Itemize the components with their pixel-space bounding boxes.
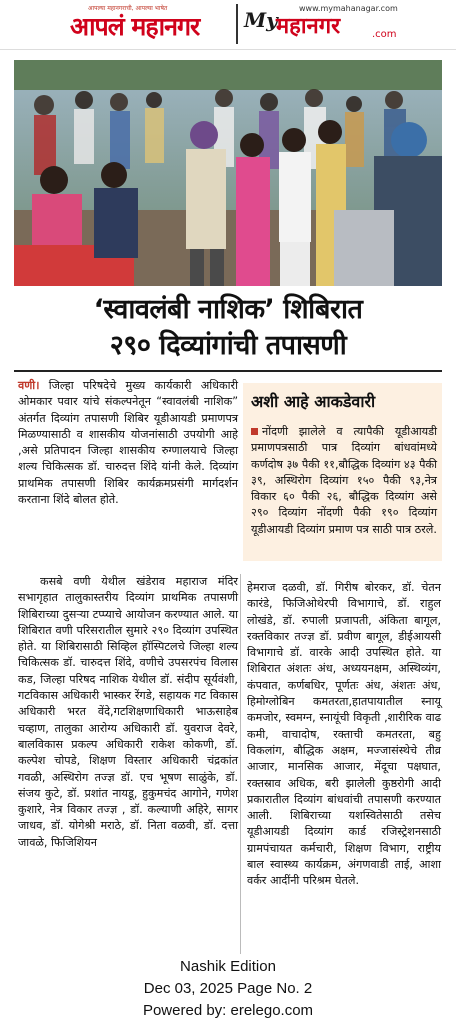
article-column-right [247, 580, 441, 890]
masthead [0, 0, 456, 50]
article-paragraph-continued: हेमराज दळवी, डॉ. गिरीष बोरकर, डॉ. चेतन कारंडे, फिजिओथेरपी विभागाचे, डॉ. राहुल लोखंडे, डॉ. रुपाली प्रजापती, अंकिता बागूल, रक्तविकार तज्ज्ञ डॉ. प्रवीण बागूल, डीईआयसी विभागाचे डॉ. वारके आदी उपस्थित होते. या शिबिरात अंशतः अंध, अध्ययनक्षम, अस्थिव्यंग, कंपवात, कर्णबधिर, पूर्णतः अंध, अंशतः अंध, हिमोग्लोबिन कमतरता,हातपायातील स्नायू कमजोर, स्वमग्न, स्नायूंची विकृती ,शारीरिक वाढ कमी, वाचादोष, रक्ताची कमतरता, बहु विकलांग, बौद्धिक अक्षम, मज्जासंस्थेचे तीव्र आजार, मानसिक आजार, मेंदूचा पक्षघात, रक्तस्राव अधिक, बरी झालेली कुष्ठरोगी आदी प्रकारातील दिव्यांग बांधवांची तपासणी करण्यात आली. शिबिराच्या यशस्वितेसाठी तसेच यूडीआयडी दिव्यांग कार्ड रजिस्ट्रेशनसाठी ग्रामपंचायत कर्मचारी, शिक्षण विभाग, राष्ट्रीय बाल स्वास्थ्य कार्यक्रम, अंगणवाडी ताई, आशा वर्कर आदींनी परिश्रम घेतले. [247, 581, 441, 888]
dateline: वणी। [18, 379, 40, 392]
masthead-com: .com [372, 29, 397, 40]
headline-line-1: ‘स्वावलंबी नाशिक’ शिबिरात [93, 294, 363, 325]
column-divider [240, 574, 241, 954]
lead-text: जिल्हा परिषदेचे मुख्य कार्यकारी अधिकारी ओमकार पवार यांचे संकल्पनेतून “स्वावलंबी नाशिक” अंतर्गत दिव्यांग तपासणी शिबिर यूडीआयडी प्रमाणपत्र मिळण्यासाठी व शासकीय योजनांसाठी उपयोगी आहे ,असे प्रतिपादन जिल्हा शासकीय रुग्णालयाचे जिल्हा शल्य चिकित्सक डॉ. चारुदत्त शिंदे यांनी केले. दिव्यांग प्राथमिक तपासणी शिबिर कार्यक्रमप्रसंगी मार्गदर्शन करताना शिंदे बोलत होते. [18, 379, 238, 507]
footer-edition: Nashik Edition [180, 958, 276, 975]
footer [0, 956, 456, 1022]
masthead-right-logo: महानगर [276, 14, 341, 39]
article-paragraph: कसबे वणी येथील खंडेराव महाराज मंदिर सभागृहात तालुकास्तरीय दिव्यांग प्राथमिक तपासणी शिबिराच्या दुसऱ्या टप्प्याचे आयोजन करण्यात आले. या शिबिरात वणी परिसरातील सुमारे २९० दिव्यांग उपस्थित होते. या शिबिरासाठी सिव्हिल हॉस्पिटलचे जिल्हा शल्य चिकित्सक डॉ. चारुदत्त शिंदे, वणीचे उपसरपंच विलास कड, जिल्हा परिषद नाशिक येथील डॉ. संदीप सूर्यवंशी, गटविकास अधिकारी भास्कर रेंगडे, सहायक गट विकास अधिकारी भरत वेंदे,गटशिक्षणाधिकारी भाऊसाहेब चव्हाण, तालुका आरोग्य अधिकारी डॉ. युवराज देवरे, बालविकास प्रकल्प अधिकारी राकेश कोकणी, डॉ. कल्पेश चोपडे, शिक्षण विस्तार अधिकारी चंद्रकांत गवळी, अस्थिरोग तज्ज्ञ डॉ. एच भूषण साळुंके, डॉ. संजय कुटे, डॉ. प्रशांत नायडू, हुकुमचंद आगोने, गणेश कुशारे, नेत्र विकार तज्ज्ञ , डॉ. कल्याणी अहिरे, सागर जाधव, डॉ. योगेश्री मराठे, डॉ. निता वळवी, डॉ. दत्ता जावळे, फिजिशियन [18, 575, 238, 849]
article-lead [18, 378, 238, 508]
stats-box-title: अशी आहे आकडेवारी [251, 392, 376, 411]
stats-box-text: नोंदणी झालेले व त्यापैकी यूडीआयडी प्रमाणपत्रसाठी पात्र दिव्यांग बांधवांमध्ये कर्णदोष ३७ पैकी ११,बौद्धिक दिव्यांग ४३ पैकी ३९, अस्थिरोग दिव्यांग १५० पैकी ९३,नेत्र विकार ६० पैकी २६, बौद्धिक दिव्यांग असे २९० दिव्यांग नोंदणी पैकी १९० दिव्यांग यूडीआयडी दिव्यांग प्रमाण पत्र साठी पात्र ठरले. [251, 425, 437, 536]
stats-box [243, 383, 442, 561]
headline-rule [14, 370, 442, 372]
masthead-divider [236, 4, 238, 44]
news-photo [14, 60, 442, 286]
stats-box-body [251, 424, 437, 538]
headline [14, 292, 442, 364]
article-column-left [18, 574, 238, 851]
masthead-tagline: आपल्या महानगराची, आपल्या भाषेत [88, 5, 168, 12]
bullet-icon [251, 428, 258, 435]
masthead-url: www.mymahanagar.com [299, 4, 398, 13]
footer-powered-by: Powered by: erelego.com [142, 1002, 314, 1019]
footer-date-page: Dec 03, 2025 Page No. 2 [143, 980, 313, 997]
masthead-left-logo: आपलं महानगर [70, 12, 200, 41]
headline-line-2: २९० दिव्यांगांची तपासणी [109, 330, 347, 361]
masthead-my: My [244, 8, 278, 32]
